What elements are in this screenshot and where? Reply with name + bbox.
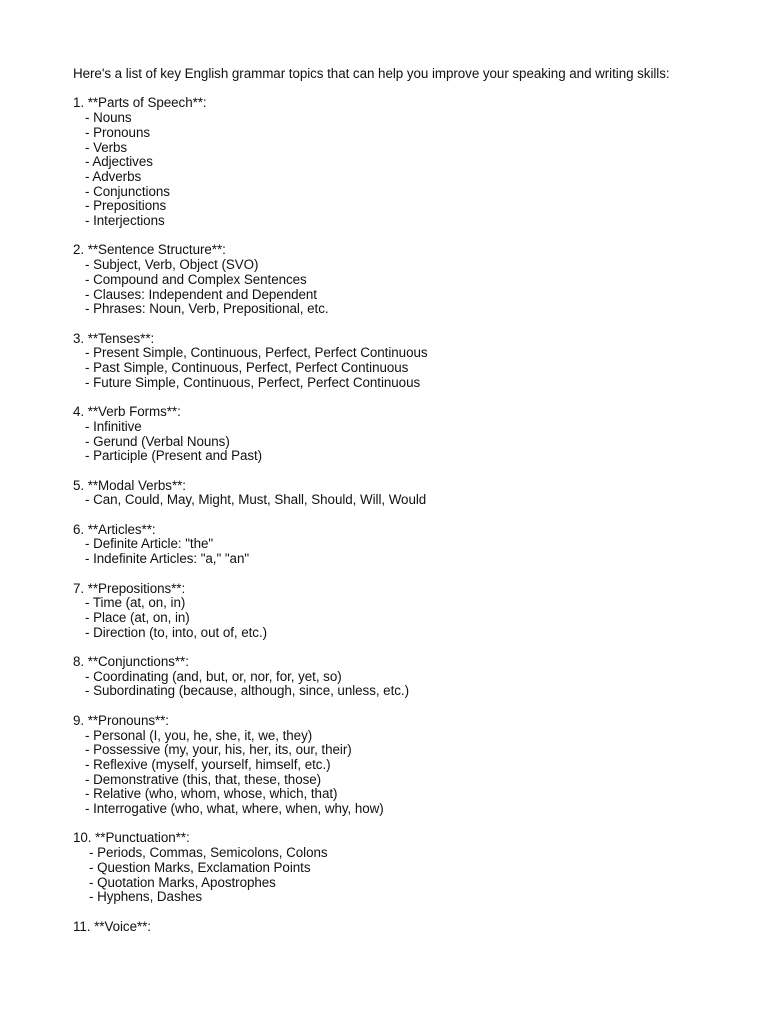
subtopic-list [73, 537, 713, 566]
subtopic-item: - Participle (Present and Past) [85, 448, 263, 464]
topic-section [73, 479, 713, 508]
subtopic-item: - Gerund (Verbal Nouns) [85, 433, 230, 449]
subtopic-list [73, 346, 713, 390]
subtopic-item: - Past Simple, Continuous, Perfect, Perfect Continuous [85, 360, 409, 376]
subtopic-item: - Relative (who, whom, whose, which, that) [85, 786, 338, 802]
topic-section [73, 582, 713, 641]
topic-section [73, 96, 713, 228]
topic-section [73, 920, 713, 935]
subtopic-item: - Nouns [85, 110, 132, 126]
topic-heading: 9. **Pronouns**: [73, 712, 169, 728]
subtopic-list [73, 596, 713, 640]
subtopic-item: - Present Simple, Continuous, Perfect, Perfect Continuous [85, 345, 428, 361]
subtopic-item: - Subject, Verb, Object (SVO) [85, 257, 259, 273]
subtopic-list [73, 420, 713, 464]
topic-heading: 2. **Sentence Structure**: [73, 242, 226, 258]
subtopic-item: - Direction (to, into, out of, etc.) [85, 624, 268, 640]
subtopic-list [73, 493, 713, 508]
topic-section [73, 243, 713, 317]
subtopic-list [73, 670, 713, 699]
subtopic-list [73, 111, 713, 229]
subtopic-item: - Adverbs [85, 168, 142, 184]
topic-heading: 5. **Modal Verbs**: [73, 477, 186, 493]
subtopic-item: - Periods, Commas, Semicolons, Colons [89, 845, 328, 861]
subtopic-item: - Compound and Complex Sentences [85, 271, 307, 287]
topic-section [73, 655, 713, 699]
subtopic-item: - Place (at, on, in) [85, 609, 190, 625]
subtopic-item: - Adjectives [85, 154, 153, 170]
subtopic-item: - Interrogative (who, what, where, when, why, how) [85, 801, 384, 817]
document-page [73, 67, 713, 949]
topic-heading: 3. **Tenses**: [73, 330, 155, 346]
topic-heading: 11. **Voice**: [73, 918, 151, 934]
subtopic-item: - Quotation Marks, Apostrophes [89, 874, 276, 890]
topic-heading: 8. **Conjunctions**: [73, 654, 189, 669]
topic-section [73, 332, 713, 391]
topic-section [73, 405, 713, 464]
subtopic-item: - Indefinite Articles: "a," "an" [85, 551, 250, 567]
subtopic-item: - Possessive (my, your, his, her, its, our, their) [85, 742, 352, 758]
subtopic-item: - Can, Could, May, Might, Must, Shall, Should, Will, Would [85, 492, 427, 508]
subtopic-item: - Verbs [85, 139, 128, 155]
subtopic-item: - Future Simple, Continuous, Perfect, Perfect Continuous [85, 374, 421, 390]
subtopic-list [73, 258, 713, 317]
topic-section [73, 523, 713, 567]
subtopic-item: - Hyphens, Dashes [89, 889, 203, 905]
topic-section [73, 831, 713, 905]
topic-heading: 10. **Punctuation**: [73, 830, 190, 846]
subtopic-item: - Personal (I, you, he, she, it, we, they) [85, 727, 313, 743]
topic-list [73, 96, 713, 934]
topic-section [73, 714, 713, 817]
subtopic-item: - Question Marks, Exclamation Points [89, 859, 311, 875]
subtopic-item: - Phrases: Noun, Verb, Prepositional, etc. [85, 301, 329, 317]
subtopic-list [73, 846, 713, 905]
subtopic-item: - Conjunctions [85, 183, 170, 199]
subtopic-item: - Demonstrative (this, that, these, those) [85, 771, 322, 787]
subtopic-item: - Time (at, on, in) [85, 595, 186, 611]
subtopic-item: - Subordinating (because, although, since, unless, etc.) [85, 683, 409, 699]
subtopic-item: - Prepositions [85, 198, 167, 214]
subtopic-item: - Reflexive (myself, yourself, himself, etc.) [85, 756, 331, 772]
subtopic-item: - Interjections [85, 213, 165, 229]
intro-paragraph: Here's a list of key English grammar topics that can help you improve your speaking and writing skills: [73, 66, 670, 81]
topic-heading: 4. **Verb Forms**: [73, 404, 181, 420]
subtopic-item: - Definite Article: "the" [85, 536, 214, 552]
topic-heading: 1. **Parts of Speech**: [73, 95, 207, 111]
subtopic-item: - Pronouns [85, 124, 151, 140]
subtopic-item: - Clauses: Independent and Dependent [85, 286, 317, 302]
topic-heading: 6. **Articles**: [73, 521, 156, 537]
subtopic-item: - Infinitive [85, 418, 142, 434]
subtopic-list [73, 729, 713, 817]
topic-heading: 7. **Prepositions**: [73, 580, 186, 596]
subtopic-item: - Coordinating (and, but, or, nor, for, yet, so) [85, 668, 342, 684]
